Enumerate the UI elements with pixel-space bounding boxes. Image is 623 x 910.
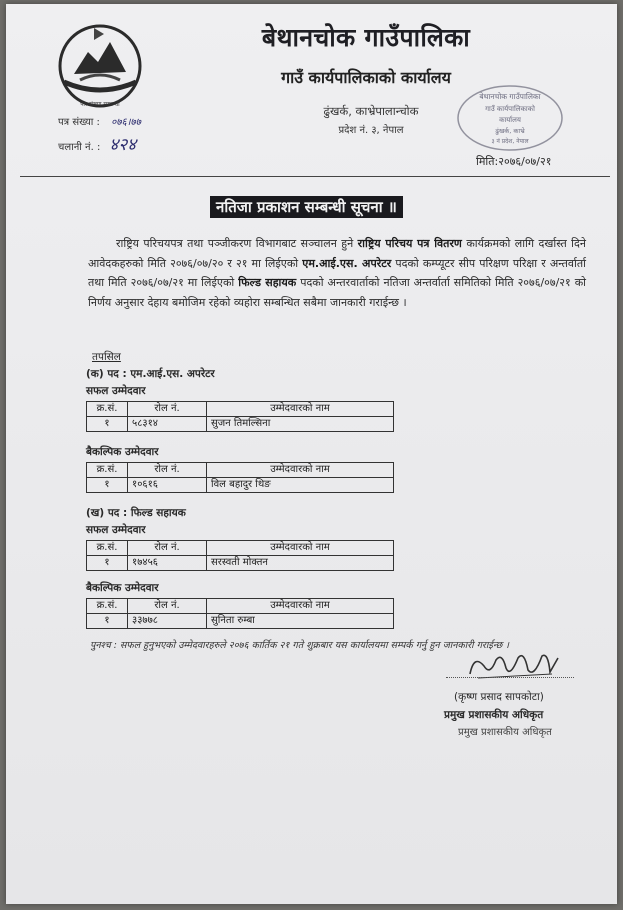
cell-roll: ३३७७८	[128, 614, 207, 629]
cell-sn: १	[87, 614, 128, 629]
notice-p1-bold: राष्ट्रिय परिचय पत्र वितरण	[357, 237, 462, 250]
notice-body	[88, 234, 586, 312]
post-a-success-label: सफल उम्मेदवार	[86, 385, 146, 397]
header-roll: रोल नं.	[128, 402, 207, 417]
cell-name: सुजन तिमल्सिना	[207, 417, 394, 432]
cell-name: सरस्वती मोक्तन	[207, 556, 394, 571]
document-page	[6, 4, 617, 904]
cell-sn: १	[87, 556, 128, 571]
details-label: तपसिल	[92, 351, 121, 363]
table-row	[87, 556, 394, 571]
header-roll: रोल नं.	[128, 599, 207, 614]
org-name: बेथानचोक गाउँपालिका	[261, 23, 471, 52]
header-divider	[20, 176, 610, 177]
header-sn: क्र.सं.	[87, 402, 128, 417]
header-name: उम्मेदवारको नाम	[207, 463, 394, 478]
patra-sankhya	[58, 114, 141, 128]
stamp-line-2: गाउँ कार्यपालिकाको	[485, 105, 535, 113]
stamp-line-5: ३ नं प्रदेश, नेपाल	[491, 138, 529, 145]
cell-roll: १०६१६	[128, 478, 207, 493]
header-name: उम्मेदवारको नाम	[207, 541, 394, 556]
chalani-label: चलानी नं. :	[58, 142, 101, 153]
post-b-alt-label: बैकल्पिक उम्मेदवार	[86, 582, 159, 594]
table-header-row	[87, 599, 394, 614]
header-roll: रोल नं.	[128, 463, 207, 478]
address-line: ढुंखर्क, काभ्रेपालान्चोक	[323, 104, 419, 118]
table-header-row	[87, 402, 394, 417]
notice-p1: राष्ट्रिय परिचयपत्र तथा पञ्जीकरण विभागबाट सञ्चालन हुने	[116, 237, 358, 250]
cell-sn: १	[87, 478, 128, 493]
post-a-success-table	[86, 401, 394, 432]
signatory-name: (कृष्ण प्रसाद सापकोटा)	[454, 691, 544, 703]
header-name: उम्मेदवारको नाम	[207, 599, 394, 614]
header-roll: रोल नं.	[128, 541, 207, 556]
post-b-label: (ख) पद : फिल्ड सहायक	[86, 507, 186, 519]
signature-line	[446, 677, 574, 678]
cell-name: विल बहादुर थिङ	[207, 478, 394, 493]
header-sn: क्र.सं.	[87, 599, 128, 614]
document-date: मिति:२०७६/०७/२१	[476, 155, 552, 168]
notice-p3: पदको कम्प्यूटर सीप परिक्षण परिक्षा र अन्तर्वार्ता तथा मिति २०७६/०७/२१ मा लिईएको	[88, 256, 587, 289]
header-sn: क्र.सं.	[87, 541, 128, 556]
signatory-role-stamp: प्रमुख प्रशासकीय अधिकृत	[458, 727, 552, 738]
notice-p2-bold: एम.आई.एस. अपरेटर	[302, 256, 392, 270]
chalani-value: ४२४	[109, 135, 137, 155]
stamp-line-3: कार्यालय	[499, 116, 521, 124]
table-row	[87, 417, 394, 432]
post-a-label: (क) पद : एम.आई.एस. अपरेटर	[86, 368, 215, 380]
post-a-alt-label: बैकल्पिक उम्मेदवार	[86, 446, 159, 458]
header-sn: क्र.सं.	[87, 463, 128, 478]
table-row	[87, 614, 394, 629]
header-name: उम्मेदवारको नाम	[207, 402, 394, 417]
chalani-number	[58, 132, 136, 155]
postscript-note: पुनश्च : सफल हुनुभएको उम्मेदवारहरुले २०७६ कार्तिक २१ गते शुक्रबार यस कार्यालयमा सम्पर्क गर्नु हुन जानकारी गराईन्छ ।	[90, 640, 509, 651]
table-row	[87, 478, 394, 493]
notice-p3-bold: फिल्ड सहायक	[238, 276, 297, 289]
post-b-success-label: सफल उम्मेदवार	[86, 524, 146, 536]
cell-name: सुनिता रुम्बा	[207, 614, 394, 629]
office-stamp-icon	[454, 82, 566, 154]
office-name: गाउँ कार्यपालिकाको कार्यालय	[281, 68, 451, 87]
stamp-line-4: ढुंखर्क, काभ्रे	[495, 127, 525, 135]
post-b-success-table	[86, 540, 394, 571]
notice-p2: कार्यक्रमको लागि दर्खास्त दिने आवेदकहरुको मिति २०७६/०७/२० र २१ मा लिईएको	[88, 237, 586, 270]
post-a-alt-table	[86, 462, 394, 493]
signatory-role: प्रमुख प्रशासकीय अधिकृत	[444, 709, 544, 721]
cell-roll: १७४५६	[128, 556, 207, 571]
province-line: प्रदेश नं. ३, नेपाल	[338, 125, 404, 136]
notice-heading: नतिजा प्रकाशन सम्बन्धी सूचना ॥	[210, 196, 403, 218]
cell-roll: ५८३१४	[128, 417, 207, 432]
nepal-emblem-icon	[52, 22, 148, 114]
post-b-alt-table	[86, 598, 394, 629]
table-header-row	[87, 463, 394, 478]
stamp-line-1: बेथानचोक गाउँपालिका	[479, 92, 541, 101]
emblem-caption: पत्र संख्या सम्बन्धी	[80, 101, 120, 108]
cell-sn: १	[87, 417, 128, 432]
notice-p4: पदको अन्तरवार्ताको नतिजा अन्तर्वार्ता समितिको मिति २०७६/०७/२१ को निर्णय अनुसार देहाय बमोजिम रहेको व्यहोरा सम्बन्धित सबैमा जानकारी गराईन्छ ।	[88, 276, 587, 309]
patra-label: पत्र संख्या :	[58, 117, 100, 128]
signature-icon	[464, 648, 564, 684]
table-header-row	[87, 541, 394, 556]
patra-value: ०७६।७७	[111, 117, 141, 128]
